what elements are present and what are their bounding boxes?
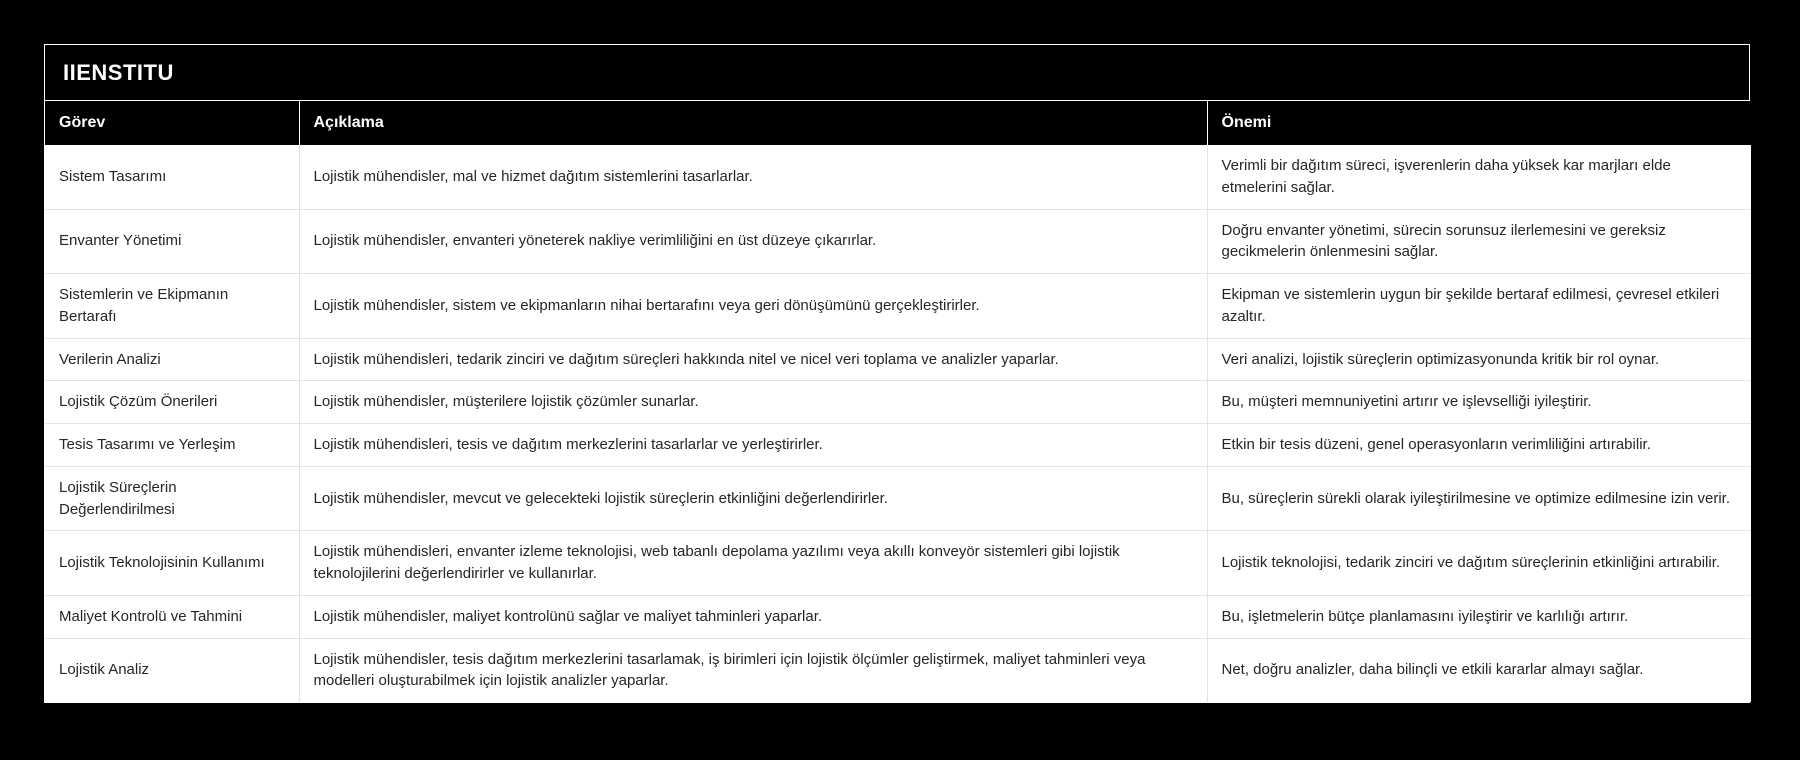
- cell-onemi: Bu, müşteri memnuniyetini artırır ve işlevselliği iyileştirir.: [1207, 381, 1751, 424]
- brand-title: IIENSTITU: [45, 45, 1749, 101]
- table-row: [45, 531, 1751, 596]
- cell-aciklama: Lojistik mühendisleri, tedarik zinciri ve dağıtım süreçleri hakkında nitel ve nicel veri toplama ve analizler yaparlar.: [299, 338, 1207, 381]
- tasks-table: [45, 101, 1751, 702]
- cell-onemi: Verimli bir dağıtım süreci, işverenlerin daha yüksek kar marjları elde etmelerini sağlar.: [1207, 145, 1751, 209]
- cell-gorev: Verilerin Analizi: [45, 338, 299, 381]
- cell-gorev: Lojistik Çözüm Önerileri: [45, 381, 299, 424]
- cell-onemi: Lojistik teknolojisi, tedarik zinciri ve dağıtım süreçlerinin etkinliğini artırabilir.: [1207, 531, 1751, 596]
- table-row: [45, 638, 1751, 702]
- column-header-gorev: Görev: [45, 101, 299, 145]
- cell-gorev: Tesis Tasarımı ve Yerleşim: [45, 424, 299, 467]
- cell-aciklama: Lojistik mühendisler, tesis dağıtım merkezlerini tasarlamak, iş birimleri için lojistik ölçümler geliştirmek, maliyet tahminleri veya modelleri oluşturabilmek için lojistik analizler yaparlar.: [299, 638, 1207, 702]
- cell-onemi: Doğru envanter yönetimi, sürecin sorunsuz ilerlemesini ve gereksiz gecikmelerin önlenmesini sağlar.: [1207, 209, 1751, 274]
- table-row: [45, 145, 1751, 209]
- cell-gorev: Maliyet Kontrolü ve Tahmini: [45, 595, 299, 638]
- table-body: [45, 145, 1751, 702]
- cell-gorev: Lojistik Analiz: [45, 638, 299, 702]
- table-row: [45, 274, 1751, 339]
- table-row: [45, 595, 1751, 638]
- cell-onemi: Net, doğru analizler, daha bilinçli ve etkili kararlar almayı sağlar.: [1207, 638, 1751, 702]
- cell-gorev: Sistem Tasarımı: [45, 145, 299, 209]
- cell-aciklama: Lojistik mühendisler, mevcut ve gelecekteki lojistik süreçlerin etkinliğini değerlendirirler.: [299, 466, 1207, 531]
- table-row: [45, 424, 1751, 467]
- cell-aciklama: Lojistik mühendisler, mal ve hizmet dağıtım sistemlerini tasarlarlar.: [299, 145, 1207, 209]
- cell-onemi: Etkin bir tesis düzeni, genel operasyonların verimliliğini artırabilir.: [1207, 424, 1751, 467]
- column-header-aciklama: Açıklama: [299, 101, 1207, 145]
- table-header: [45, 101, 1751, 145]
- table-row: [45, 381, 1751, 424]
- cell-aciklama: Lojistik mühendisler, maliyet kontrolünü sağlar ve maliyet tahminleri yaparlar.: [299, 595, 1207, 638]
- cell-aciklama: Lojistik mühendisler, müşterilere lojistik çözümler sunarlar.: [299, 381, 1207, 424]
- cell-aciklama: Lojistik mühendisler, envanteri yöneterek nakliye verimliliğini en üst düzeye çıkarırlar.: [299, 209, 1207, 274]
- cell-onemi: Veri analizi, lojistik süreçlerin optimizasyonunda kritik bir rol oynar.: [1207, 338, 1751, 381]
- column-header-onemi: Önemi: [1207, 101, 1751, 145]
- cell-onemi: Ekipman ve sistemlerin uygun bir şekilde bertaraf edilmesi, çevresel etkileri azaltır.: [1207, 274, 1751, 339]
- content-card: [44, 44, 1750, 703]
- cell-gorev: Sistemlerin ve Ekipmanın Bertarafı: [45, 274, 299, 339]
- table-row: [45, 338, 1751, 381]
- cell-gorev: Lojistik Teknolojisinin Kullanımı: [45, 531, 299, 596]
- table-row: [45, 466, 1751, 531]
- cell-gorev: Lojistik Süreçlerin Değerlendirilmesi: [45, 466, 299, 531]
- cell-onemi: Bu, işletmelerin bütçe planlamasını iyileştirir ve karlılığı artırır.: [1207, 595, 1751, 638]
- cell-gorev: Envanter Yönetimi: [45, 209, 299, 274]
- cell-aciklama: Lojistik mühendisleri, envanter izleme teknolojisi, web tabanlı depolama yazılımı veya akıllı konveyör sistemleri gibi lojistik teknolojilerini değerlendirirler ve kullanırlar.: [299, 531, 1207, 596]
- cell-aciklama: Lojistik mühendisleri, tesis ve dağıtım merkezlerini tasarlarlar ve yerleştirirler.: [299, 424, 1207, 467]
- cell-aciklama: Lojistik mühendisler, sistem ve ekipmanların nihai bertarafını veya geri dönüşümünü gerçekleştirirler.: [299, 274, 1207, 339]
- table-row: [45, 209, 1751, 274]
- cell-onemi: Bu, süreçlerin sürekli olarak iyileştirilmesine ve optimize edilmesine izin verir.: [1207, 466, 1751, 531]
